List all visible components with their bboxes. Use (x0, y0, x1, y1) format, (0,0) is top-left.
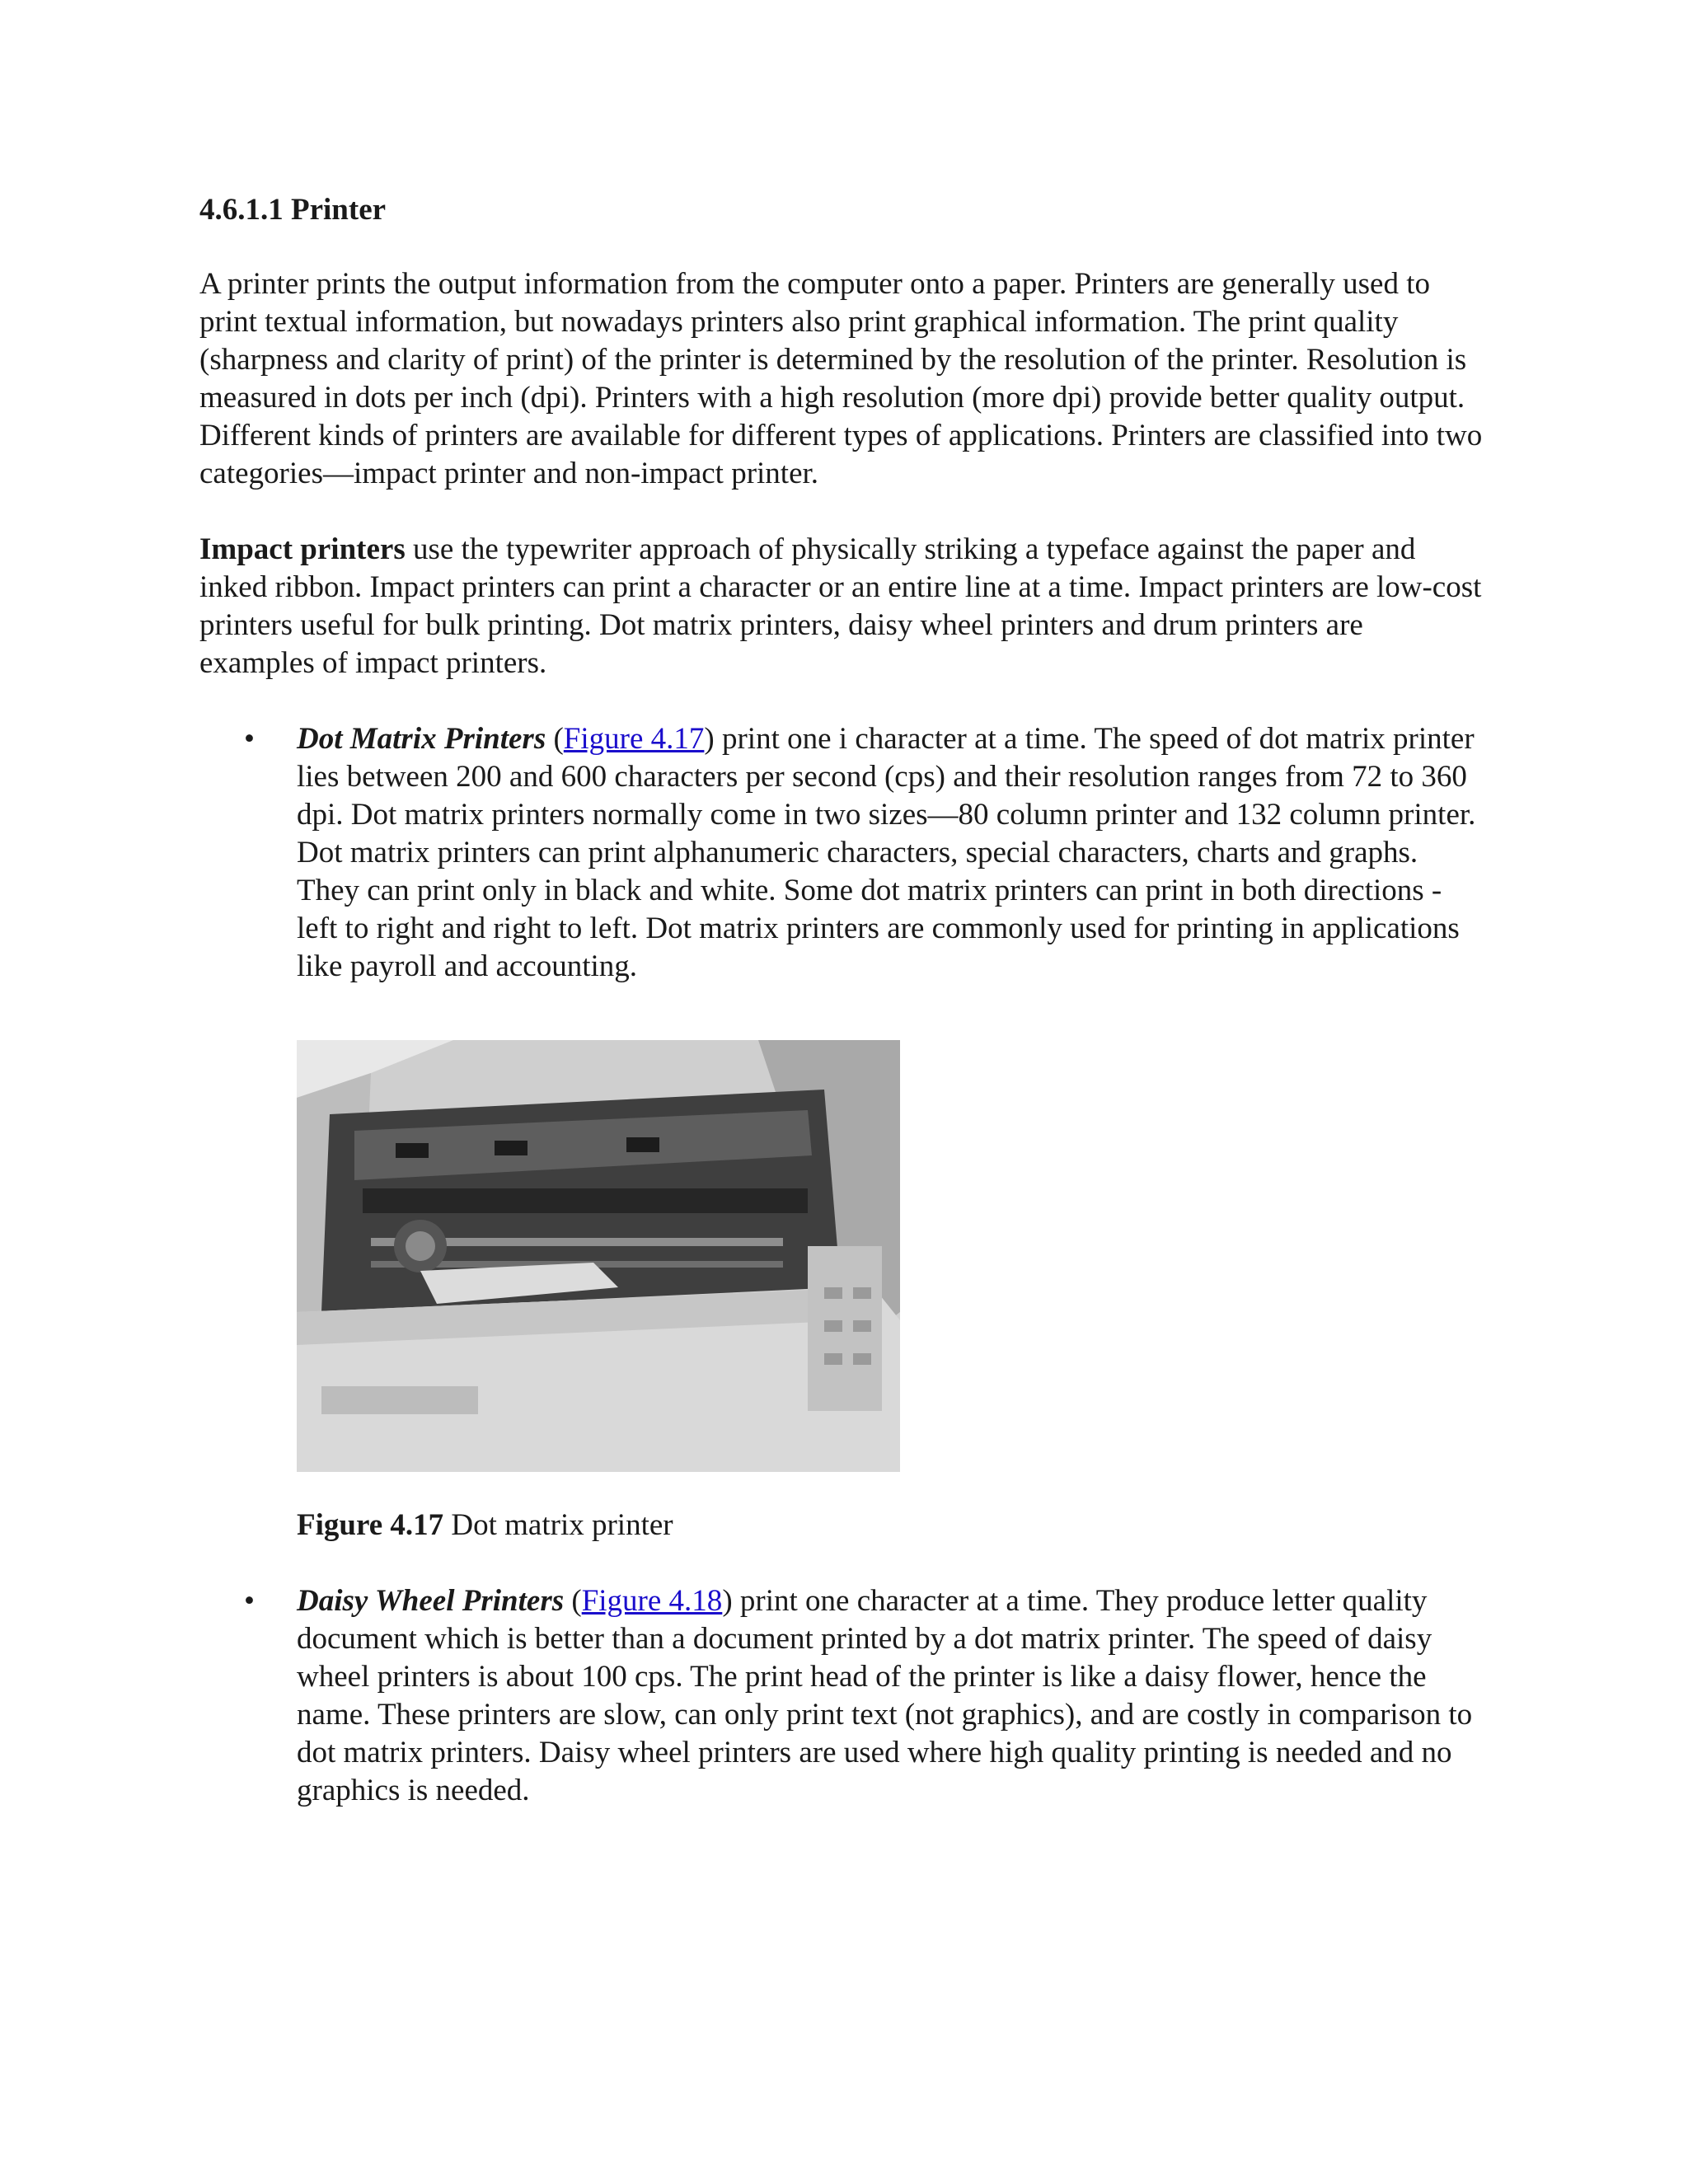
intro-paragraph: A printer prints the output information from the computer onto a paper. Printers are generally used to print textual information, but nowadays printers also print graphical information. The print quality (sharpness and clarity of print) of the printer is determined by the resolution of the printer. Resolution is measured in dots per inch (dpi). Printers with a high resolution (more dpi) provide better quality output. Different kinds of printers are available for different types of applications. Printers are classified into two categories—impact printer and non-impact printer. (199, 267, 1483, 490)
daisy-wheel-text: print one character at a time. They produce letter quality document which is better than a document printed by a dot matrix printer. The speed of daisy wheel printers is about 100 cps. The print head of the printer is like a daisy flower, hence the name. These printers are slow, can only print text (not graphics), and are costly in comparison to dot matrix printers. Daisy wheel printers are used where high quality printing is needed and no graphics is needed. (297, 1584, 1473, 1807)
figure-4-18-link[interactable]: Figure 4.18 (581, 1584, 723, 1618)
dot-matrix-text: print one i character at a time. The speed of dot matrix printer lies between 200 and 600 characters per second (cps) and their resolution ranges from 72 to 360 dpi. Dot matrix printers normally come in two sizes—80 column printer and 132 column printer. Dot matrix printers can print alphanumeric characters, special characters, charts and graphs. They can print only in black and white. Some dot matrix printers can print in both directions - left to right and right to left. Dot matrix printers are commonly used for printing in applications like payroll and accounting. (297, 722, 1476, 983)
bullet-icon: • (244, 1584, 255, 1618)
figure-caption (297, 1507, 1485, 1544)
paren-close: ) (722, 1584, 733, 1618)
section-heading: 4.6.1.1 Printer (199, 193, 387, 227)
bullet-icon: • (244, 722, 255, 756)
list-item-dot-matrix (199, 720, 1485, 1544)
printer-types-list (199, 720, 1485, 1810)
dot-matrix-printer-photo (297, 1040, 900, 1472)
impact-printers-text: use the typewriter approach of physically striking a typeface against the paper and inked ribbon. Impact printers can print a character or an entire line at a time. Impact printers are low-cost printers useful for bulk printing. Dot matrix printers, daisy wheel printers and drum printers are examples of impact printers. (199, 532, 1482, 680)
document-page (199, 191, 1485, 1810)
impact-printers-paragraph (199, 531, 1485, 682)
paren-close: ) (704, 722, 715, 756)
dot-matrix-title: Dot Matrix Printers (297, 722, 546, 756)
paren-open: ( (546, 722, 564, 756)
paren-open: ( (564, 1584, 582, 1618)
figure-4-17-link[interactable]: Figure 4.17 (563, 722, 705, 756)
figure-label: Figure 4.17 (297, 1508, 444, 1542)
figure-caption-text: Dot matrix printer (443, 1508, 673, 1542)
dot-matrix-printer-image (297, 1040, 900, 1472)
daisy-wheel-title: Daisy Wheel Printers (297, 1584, 565, 1618)
list-item-daisy-wheel (199, 1582, 1485, 1810)
impact-printers-lead: Impact printers (199, 532, 406, 566)
